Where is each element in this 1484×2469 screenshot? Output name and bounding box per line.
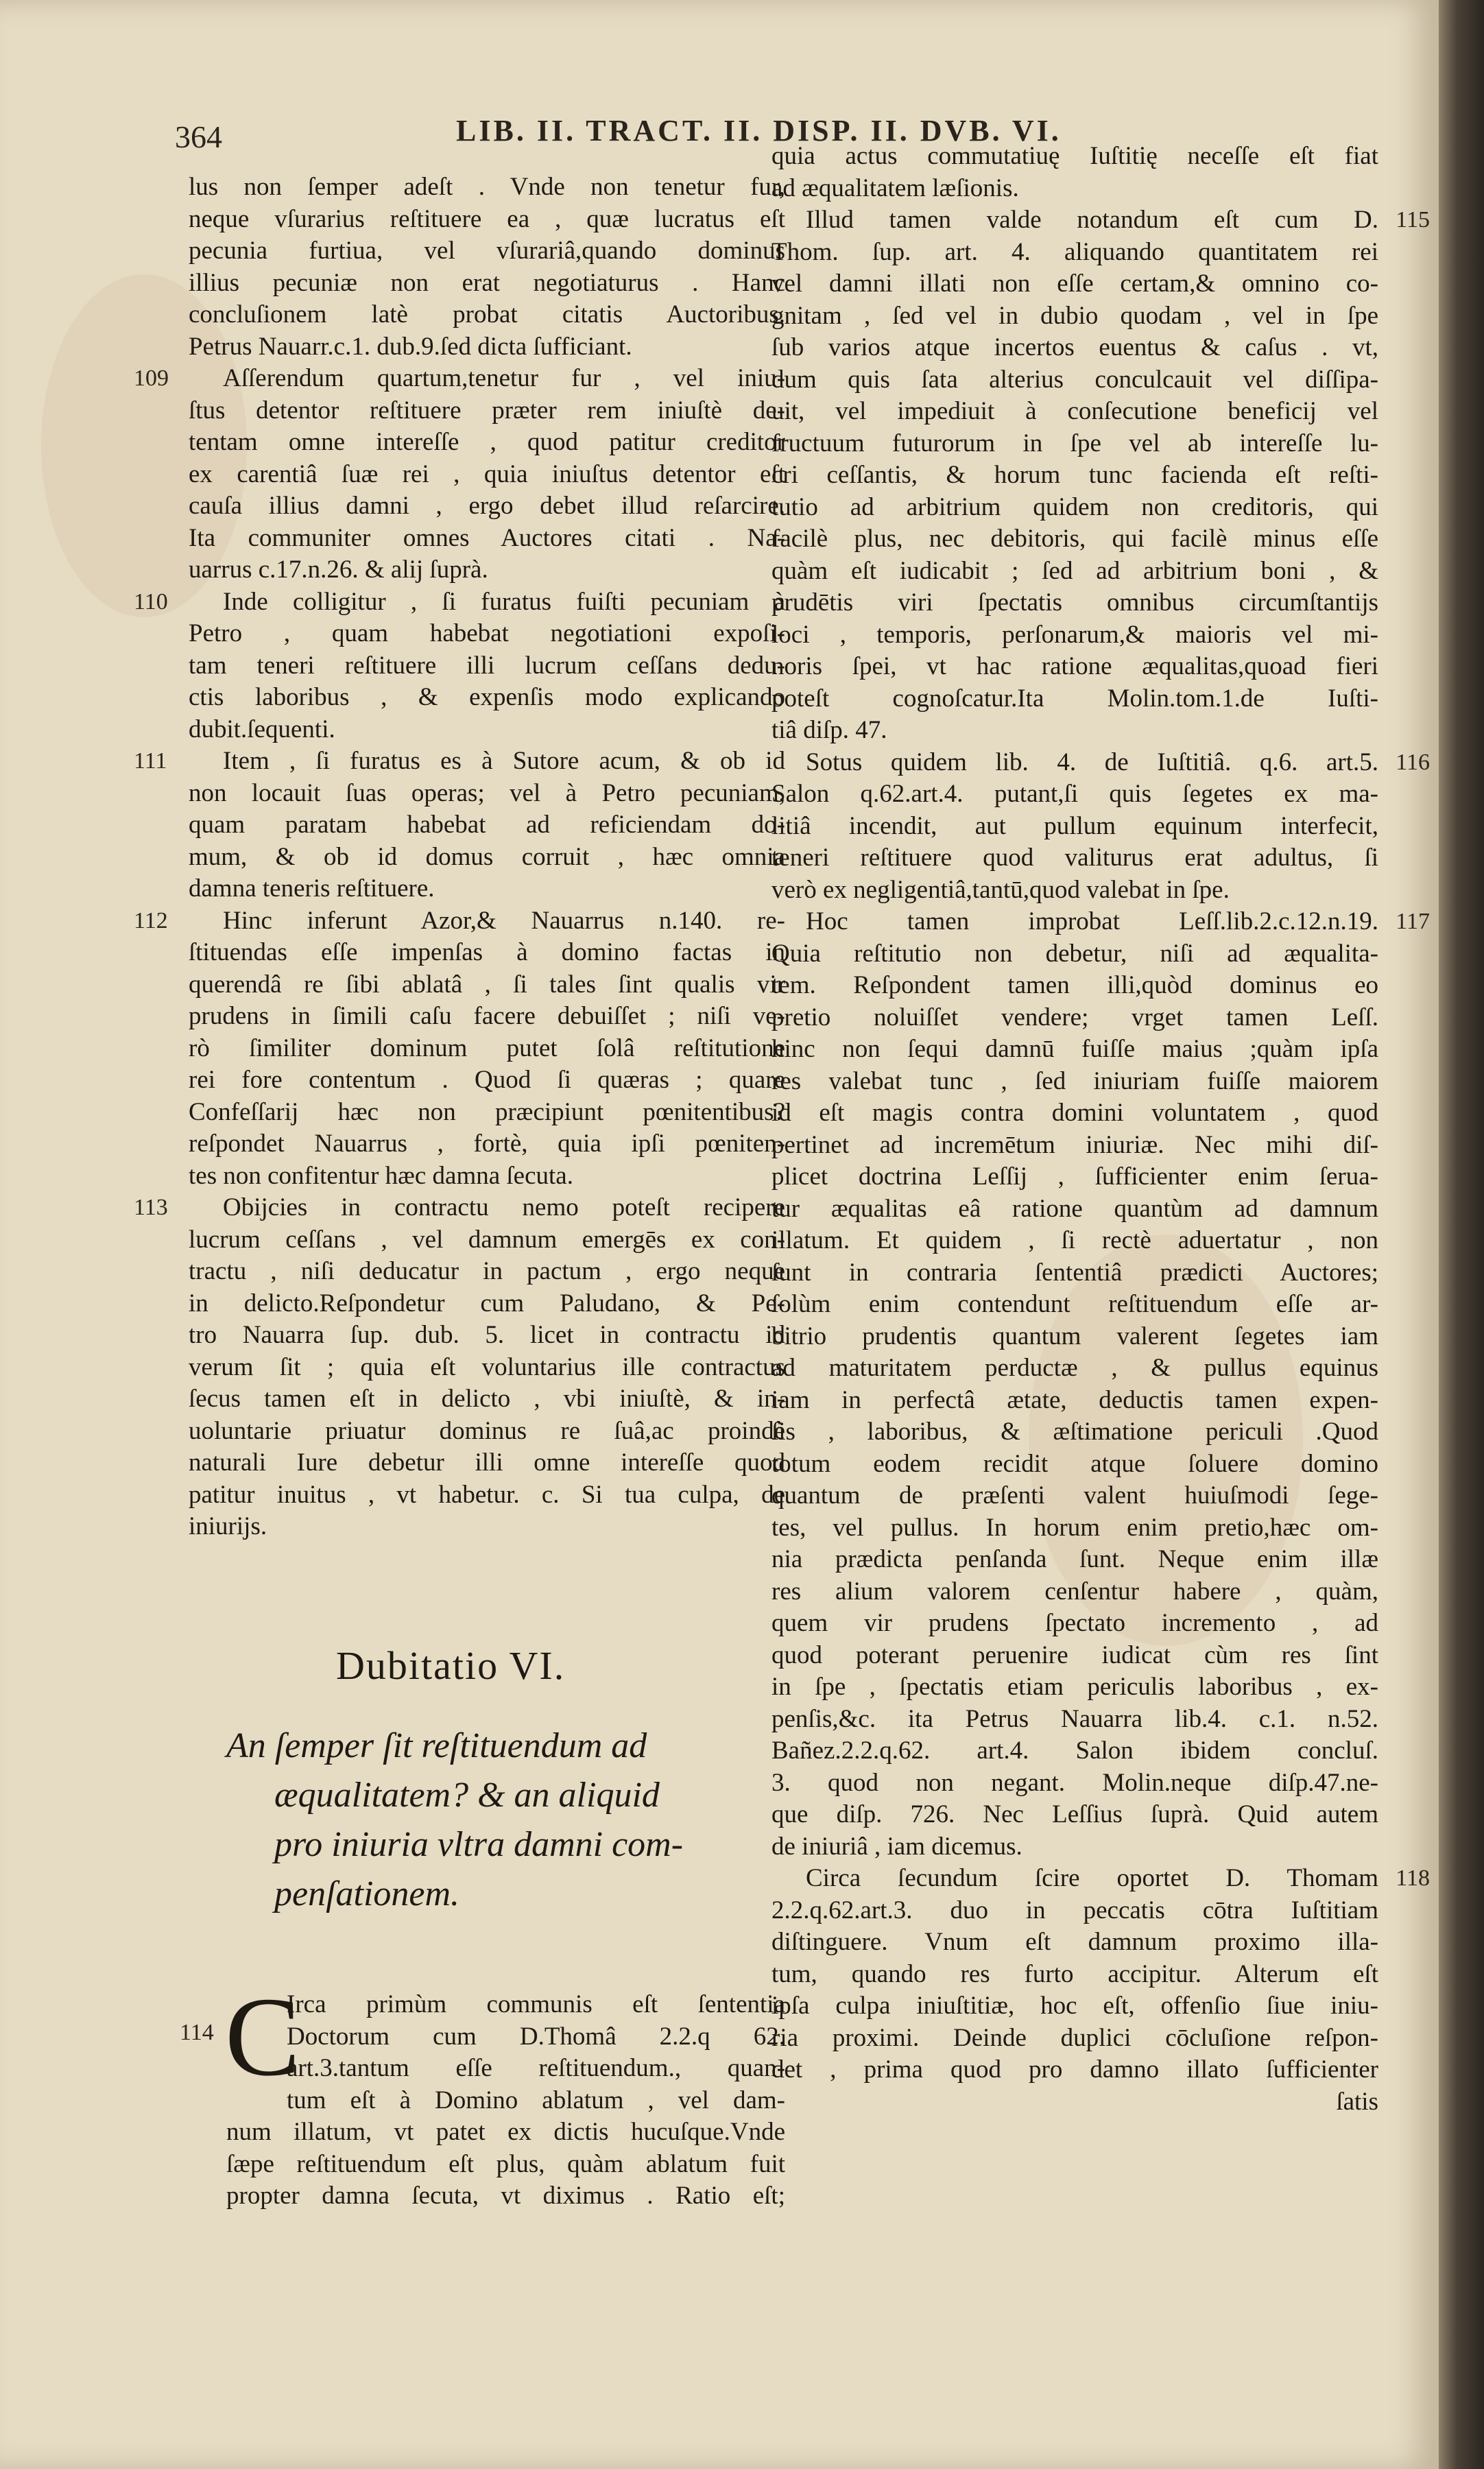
text-line: concluſionem latè probat citatis Auctoribus. [189,300,785,329]
text-line: propter damna ſecuta, vt diximus . Ratio eſt; [226,2182,785,2210]
text-line: res alium valorem cenſentur habere , quàm, [771,1577,1378,1606]
text-line: tum, quando res furto accipitur. Alterum eſt [771,1959,1378,1988]
text-line: quia actus commutatiuę Iuſtitię neceſſe eſt fiat [771,142,1378,170]
text-line: Ita communiter omnes Auctores citati . Na- [189,523,785,552]
text-line: art.3.tantum eſſe reſtituendum., quan- [287,2054,785,2082]
text-line: totum eodem recidit atque ſoluere domino [771,1449,1378,1478]
text-line: Aſſerendum quartum,tenetur fur , vel iniu- [223,364,785,392]
question-line: pro iniuria vltra damni com- [274,1825,684,1864]
text-line: quem vir prudens ſpectato incremento , ad [771,1609,1378,1637]
text-line: noris ſpei, vt hac ratione æqualitas,quoad fieri [771,652,1378,680]
text-line: cauſa illius damni , ergo debet illud reſarcire. [189,492,785,520]
text-line: uarrus c.17.n.26. & alij ſuprà. [189,556,488,584]
text-line: quam paratam habebat ad reficiendam do- [189,811,785,839]
question-line: æqualitatem? & an aliquid [274,1776,660,1815]
text-line: det , prima quod pro damno illato ſufficienter [771,2055,1378,2084]
page-number: 364 [175,119,222,154]
running-title: LIB. II. TRACT. II. DISP. II. DVB. VI. [456,114,1062,147]
text-line: tro Nauarra ſup. dub. 5. licet in contractu id [189,1321,785,1349]
text-line: ctis laboribus , & expenſis modo explicando [189,683,785,711]
text-line: tum eſt à Domino ablatum , vel dam- [287,2086,785,2114]
margin-number: 109 [134,366,169,391]
text-line: nia prædicta penſanda ſunt. Neque enim illæ [771,1545,1378,1573]
text-line: lucrum ceſſans , vel damnum emergēs ex con- [189,1225,785,1254]
text-line: dum quis ſata alterius conculcauit vel diſſipa- [771,365,1378,394]
text-line: non locauit ſuas operas; vel à Petro pecuniam, [189,778,785,807]
margin-number: 113 [134,1195,168,1220]
text-line: naturali Iure debetur illi omne intereſſe quod [189,1448,785,1477]
dubitatio-question [226,1721,795,1919]
dubitatio-heading: Dubitatio VI. [336,1643,566,1688]
text-line: querendâ re ſibi ablatâ , ſi tales ſint qualis vir [189,970,785,999]
text-line: ad maturitatem perductæ , & pullus equinus [771,1354,1378,1382]
paragraph-113 [134,1192,785,1543]
text-line: penſis,&c. ita Petrus Nauarra lib.4. c.1. n.52. [771,1704,1378,1733]
margin-number: 117 [1396,909,1430,934]
text-line: num illatum, vt patet ex dictis hucuſque.Vnde [226,2118,785,2146]
text-line: uit, vel impediuit à conſecutione beneficij vel [771,397,1378,425]
text-line: Petrus Nauarr.c.1. dub.9.ſed dicta ſufficiant. [189,332,632,361]
question-line: penſationem. [274,1874,460,1913]
text-line: lus non ſemper adeſt . Vnde non tenetur fur, [189,173,785,201]
text-line: Confeſſarij hæc non præcipiunt pœnitentibus? [189,1097,785,1126]
text-line: prudētis viri ſpectatis omnibus circumſtantijs [771,588,1378,617]
text-line: que diſp. 726. Nec Leſſius ſuprà. Quid autem [771,1800,1378,1828]
text-line: reſpondet Nauarrus , fortè, quia ipſi pœniten- [189,1130,785,1158]
text-line: dubit.ſequenti. [189,715,335,743]
text-line: plicet doctrina Leſſij , ſufficienter enim ſerua- [771,1162,1378,1191]
text-line: 3. quod non negant. Molin.neque diſp.47.ne- [771,1768,1378,1797]
paragraph-117 [771,906,1430,1863]
margin-number: 118 [1396,1865,1430,1891]
right-column [771,141,1430,2118]
text-line: tes, vel pullus. In horum enim pretio,hæc om- [771,1513,1378,1542]
paragraph-116 [771,747,1430,907]
text-line: Irca primùm communis eſt ſententia [287,1990,785,2018]
paragraph [189,171,785,363]
text-line: damna teneris reſtituere. [189,874,435,903]
text-line: facilè plus, nec debitoris, qui facilè minus eſſe [771,525,1378,553]
text-line: ſunt in contraria ſententiâ prædicti Auctores; [771,1258,1378,1287]
paragraph [771,141,1378,204]
text-line: pecunia furtiua, vel vſurariâ,quando dominus [189,237,785,265]
text-line: quàm eſt iudicabit ; ſed ad arbitrium boni , & [771,556,1378,585]
text-line: Hinc inferunt Azor,& Nauarrus n.140. re- [223,906,785,935]
text-line: illius pecuniæ non erat negotiaturus . Hanc [189,268,785,297]
text-line: loci , temporis, perſonarum,& maioris vel mi- [771,620,1378,649]
text-line: in delicto.Reſpondetur cum Paludano, & Pe- [189,1289,785,1317]
text-line: ria proximi. Deinde duplici cōcluſione reſpon- [771,2023,1378,2052]
text-line: rò ſimiliter dominum putet ſolâ reſtitutione [189,1034,785,1062]
text-line: tam teneri reſtituere illi lucrum ceſſans dedu- [189,651,785,680]
text-line: litiâ incendit, aut pullum equinum interfecit, [771,811,1378,840]
text-line: Inde colligitur , ſi furatus fuiſti pecuniam à [223,587,785,616]
text-line: gnitam , ſed vel in dubio quodam , vel in ſpe [771,301,1378,330]
text-line: illatum. Et quidem , ſi rectè aduertatur , non [771,1226,1378,1254]
text-line: hinc non ſequi damnū fuiſſe maius ;quàm ipſa [771,1035,1378,1063]
text-line: Circa ſecundum ſcire oportet D. Thomam [806,1864,1378,1892]
text-line: cri ceſſantis, & horum tunc facienda eſt reſti- [771,461,1378,489]
drop-cap: C [225,1974,301,2099]
text-line: ad æqualitatem læſionis. [771,174,1019,202]
text-line: ex carentiâ ſuæ rei , quia iniuſtus detentor eſt [189,460,785,488]
text-line: iam in perfectâ ætate, deductis tamen expen- [771,1385,1378,1414]
text-line: mum, & ob id domus corruit , hæc omnia [189,842,785,871]
text-line: vel damni illati non eſſe certam,& omnino co- [771,270,1378,298]
text-line: Item , ſi furatus es à Sutore acum, & ob id [223,747,785,775]
text-line: ſis , laboribus, & æſtimatione periculi .Quod [771,1418,1378,1446]
text-line: pertinet ad incremētum iniuriæ. Nec mihi diſ- [771,1130,1378,1159]
text-line: Quia reſtitutio non debetur, niſi ad æqualita- [771,939,1378,968]
paragraph-112 [134,905,785,1193]
text-line: fructuum futurorum in ſpe vel ab intereſſe lu- [771,429,1378,457]
margin-number: 110 [134,588,168,615]
question-line: An ſemper ſit reſtituendum ad [226,1726,647,1765]
text-line: ſtituendas eſſe impenſas à domino factas in [189,938,785,966]
text-line: pretio noluiſſet vendere; vrget tamen Leſſ. [771,1003,1378,1031]
text-line: ſub varios atque incertos euentus & caſus . vt, [771,333,1378,361]
text-line: quod poterant peruenire iudicat cùm res ſint [771,1641,1378,1669]
paragraph-115 [771,204,1430,747]
text-line: ipſa culpa iniuſtitiæ, hoc eſt, offenſio ſiue iniu- [771,1992,1378,2020]
text-line: Thom. ſup. art. 4. aliquando quantitatem rei [771,237,1378,266]
text-line: in ſpe , ſpectatis etiam periculis laboribus , ex- [771,1673,1378,1701]
margin-number: 115 [1396,207,1430,232]
text-line: diſtinguere. Vnum eſt damnum proximo illa- [771,1928,1378,1956]
text-line: tiâ diſp. 47. [771,716,887,744]
text-line: patitur inuitus , vt habetur. c. Si tua culpa, de [189,1480,785,1509]
left-column [134,171,785,1543]
text-line: id eſt magis contra domini voluntatem , quod [771,1099,1378,1127]
text-line: quantum de præſenti valent huiuſmodi ſege- [771,1481,1378,1510]
paragraph-110 [134,586,785,746]
margin-number: 116 [1396,749,1430,775]
text-line: verum ſit ; quia eſt voluntarius ille contractus [189,1352,785,1381]
catchword: ſatis [1336,2087,1378,2116]
text-line: teneri reſtituere quod valiturus erat adultus, ſi [771,844,1378,872]
text-line: Doctorum cum D.Thomâ 2.2.q 62. [287,2022,785,2051]
paragraph-111 [134,746,785,905]
margin-number: 114 [180,2020,214,2045]
text-line: tem. Reſpondent tamen illi,quòd dominus eo [771,971,1378,999]
text-line: rei fore contentum . Quod ſi quæras ; quare [189,1066,785,1094]
text-line: ſtus detentor reſtituere præter rem iniuſtè de- [189,396,785,425]
text-line: tur æqualitas eâ ratione quantùm ad damnum [771,1194,1378,1223]
margin-number: 112 [134,907,168,933]
text-line: Salon q.62.art.4. putant,ſi quis ſegetes ex ma- [771,780,1378,808]
text-line: iniurijs. [189,1512,267,1540]
text-line: ſolùm enim contendunt reſtituendum eſſe ar- [771,1290,1378,1318]
text-line: poteſt cognoſcatur.Ita Molin.tom.1.de Iuſti- [771,684,1378,713]
margin-number: 111 [134,748,167,774]
text-line: uoluntarie priuatur dominus re ſuâ,ac proindè [189,1416,785,1445]
text-line: Petro , quam habebat negotiationi expoſi- [189,619,785,647]
text-line: Sotus quidem lib. 4. de Iuſtitiâ. q.6. art.5. [806,748,1378,776]
text-line: ſecus tamen eſt in delicto , vbi iniuſtè, & in- [189,1385,785,1413]
text-line: Bañez.2.2.q.62. art.4. Salon ibidem concluſ. [771,1737,1378,1765]
book-edge [1439,0,1484,2469]
text-line: res valebat tunc , ſed iniuriam fuiſſe maiorem [771,1066,1378,1095]
text-line: Obijcies in contractu nemo poteſt recipere [223,1193,785,1221]
text-line: tractu , niſi deducatur in pactum , ergo neque [189,1257,785,1285]
text-line: ſæpe reſtituendum eſt plus, quàm ablatum fuit [226,2149,785,2178]
text-line: bitrio prudentis quantum valerent ſegetes iam [771,1322,1378,1350]
paragraph-118 [771,1863,1430,2086]
text-line: tutio ad arbitrium quidem non creditoris, qui [771,492,1378,521]
text-line: Illud tamen valde notandum eſt cum D. [806,206,1378,234]
paragraph-114 [226,2116,785,2212]
paragraph-114-indented [287,1989,785,2116]
paragraph-109 [134,363,785,586]
text-line: prudens in ſimili caſu facere debuiſſet ; niſi ve- [189,1002,785,1030]
text-line: verò ex negligentiâ,tantū,quod valebat in ſpe. [771,875,1230,904]
text-line: tes non confitentur hæc damna ſecuta. [189,1161,573,1190]
text-line: tentam omne intereſſe , quod patitur creditor [189,428,785,456]
text-line: de iniuriâ , iam dicemus. [771,1832,1022,1861]
text-line: 2.2.q.62.art.3. duo in peccatis cōtra Iuſtitiam [771,1896,1378,1924]
text-line: neque vſurarius reſtituere ea , quæ lucratus eſt [189,204,785,233]
text-line: Hoc tamen improbat Leſſ.lib.2.c.12.n.19. [806,907,1378,935]
